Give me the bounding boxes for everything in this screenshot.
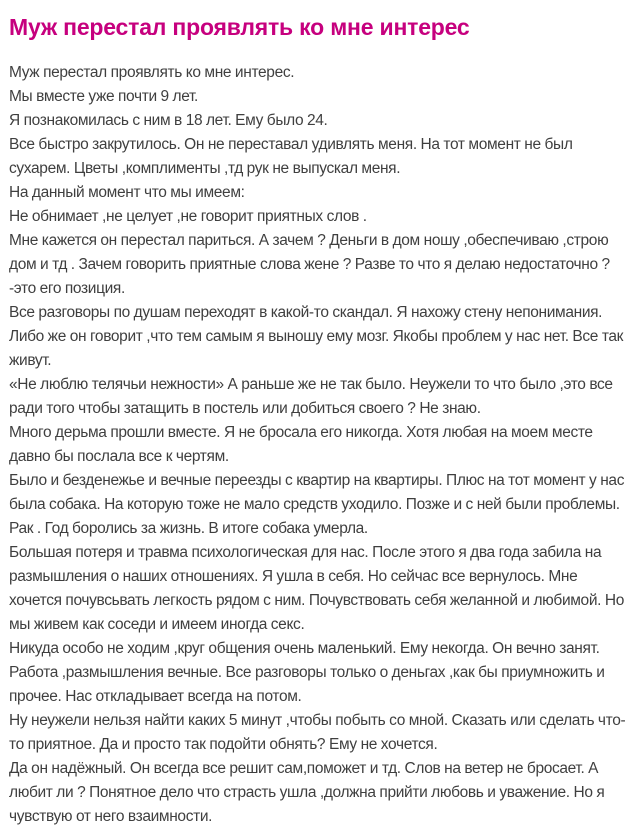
article-paragraph: Никуда особо не ходим ,круг общения очень маленький. Ему некогда. Он вечно занят. Работа ,размышления вечные. Все разговоры только о деньгах ,как бы приумножить и прочее. Нас откладывает всегда на потом. bbox=[9, 639, 605, 705]
article-paragraph: Мне кажется он перестал париться. А зачем ? Деньги в дом ношу ,обеспечиваю ,строю дом и тд . Зачем говорить приятные слова жене ? Разве то что я делаю недостаточно ? -это его позиция. bbox=[9, 231, 610, 297]
article-paragraph: Мы вместе уже почти 9 лет. bbox=[9, 87, 198, 105]
article-paragraph: Да он надёжный. Он всегда все решит сам,поможет и тд. Слов на ветер не бросает. А любит ли ? Понятное дело что страсть ушла ,должна прийти любовь и уважение. Но я чувствую от него взаимности. bbox=[9, 759, 605, 825]
page-title: Муж перестал проявлять ко мне интерес bbox=[9, 14, 470, 40]
article-paragraph: Много дерьма прошли вместе. Я не бросала его никогда. Хотя любая на моем месте давно бы послала все к чертям. bbox=[9, 423, 593, 465]
article-paragraph: На данный момент что мы имеем: bbox=[9, 183, 245, 201]
article-paragraph: «Не люблю телячьи нежности» А раньше же не так было. Неужели то что было ,это все ради того чтобы затащить в постель или добиться своего ? Не знаю. bbox=[9, 375, 613, 417]
article-body bbox=[9, 61, 632, 829]
article-paragraph: Я познакомилась с ним в 18 лет. Ему было 24. bbox=[9, 111, 328, 129]
article-paragraph: Все быстро закрутилось. Он не переставал удивлять меня. На тот момент не был сухарем. Цветы ,комплименты ,тд рук не выпускал меня. bbox=[9, 135, 573, 177]
article-paragraph: Муж перестал проявлять ко мне интерес. bbox=[9, 63, 295, 81]
article-paragraph: Все разговоры по душам переходят в какой-то скандал. Я нахожу стену непонимания. Либо же он говорит ,что тем самым я выношу ему мозг. Якобы проблем у нас нет. Все так живут. bbox=[9, 303, 624, 369]
article-paragraph: Большая потеря и травма психологическая для нас. После этого я два года забила на размышления о наших отношениях. Я ушла в себя. Но сейчас все вернулось. Мне хочется почувсьвать легкость рядом с ним. Почувствовать себя желанной и любимой. Но мы живем как соседи и имеем иногда секс. bbox=[9, 543, 624, 633]
article-paragraph: Было и безденежье и вечные переезды с квартир на квартиры. Плюс на тот момент у нас была собака. На которую тоже не мало средств уходило. Позже и с ней были проблемы. Рак . Год боролись за жизнь. В итоге собака умерла. bbox=[9, 471, 625, 537]
article-paragraph: Ну неужели нельзя найти каких 5 минут ,чтобы побыть со мной. Сказать или сделать что-то приятное. Да и просто так подойти обнять? Ему не хочется. bbox=[9, 711, 626, 753]
article-paragraph: Не обнимает ,не целует ,не говорит приятных слов . bbox=[9, 207, 367, 225]
